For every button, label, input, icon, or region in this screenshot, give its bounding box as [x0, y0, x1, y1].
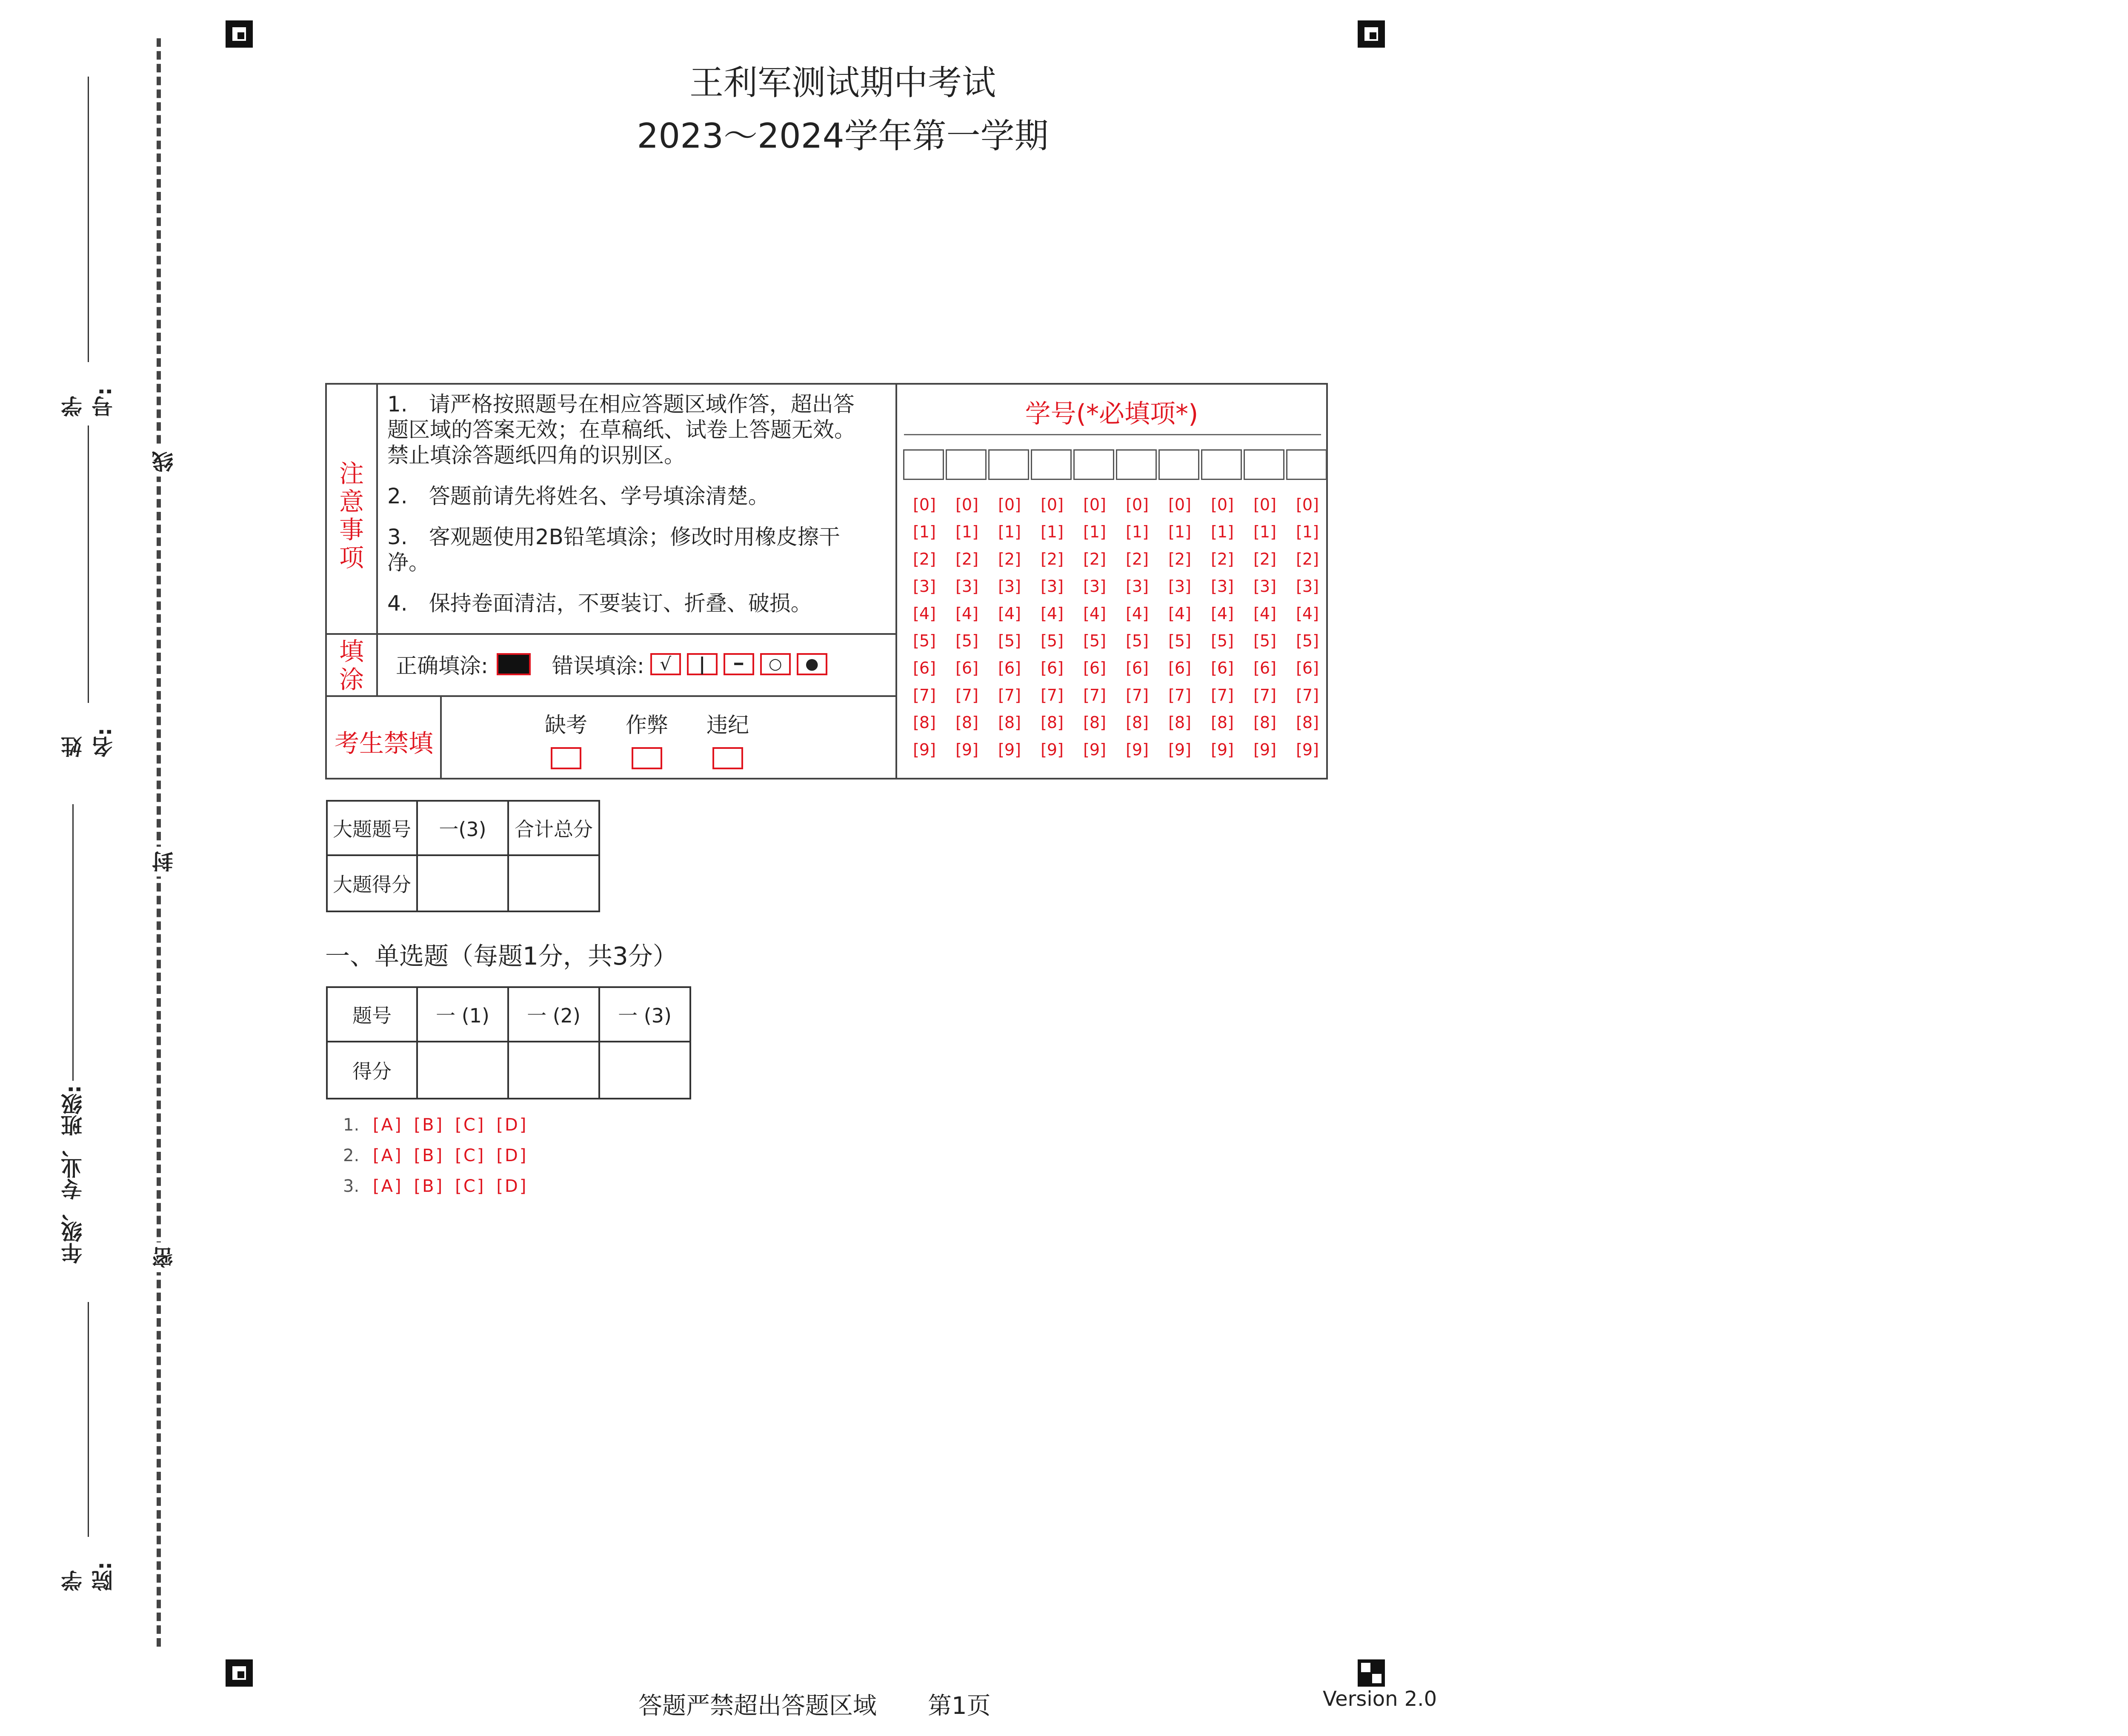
student-id-bubble[interactable]: [5]: [1211, 631, 1234, 650]
side-field-class: [58, 774, 89, 1264]
student-id-bubble[interactable]: [0]: [1041, 495, 1064, 514]
student-id-write-boxes: [903, 449, 1327, 480]
student-id-bubble-row: [903, 709, 1329, 736]
student-id-bubble-row: [903, 573, 1329, 600]
student-id-bubble[interactable]: [3]: [1083, 577, 1106, 596]
forbidden-option-absent[interactable]: [541, 708, 592, 769]
student-id-bubble[interactable]: [3]: [1126, 577, 1149, 596]
student-id-bubble[interactable]: [7]: [1126, 686, 1149, 705]
forbidden-label: 考生禁填: [335, 729, 434, 758]
student-id-bubble[interactable]: [2]: [1083, 550, 1106, 568]
student-id-bubble[interactable]: [3]: [1041, 577, 1064, 596]
side-field-college-label: 学院:: [61, 1562, 116, 1591]
student-id-bubble[interactable]: [6]: [955, 659, 978, 677]
table-cell: 得分: [327, 1042, 417, 1099]
student-id-bubble[interactable]: [4]: [1253, 604, 1276, 623]
student-id-bubble[interactable]: [2]: [998, 550, 1021, 568]
student-id-bubble[interactable]: [7]: [998, 686, 1021, 705]
student-id-bubble[interactable]: [8]: [1253, 713, 1276, 732]
student-id-bubble[interactable]: [2]: [1253, 550, 1276, 568]
student-id-bubble[interactable]: [1]: [1296, 523, 1319, 541]
student-id-bubble[interactable]: [4]: [1168, 604, 1191, 623]
student-id-bubble[interactable]: [4]: [1296, 604, 1319, 623]
student-id-bubble[interactable]: [1]: [1041, 523, 1064, 541]
side-field-student-no-label: 学号:: [61, 387, 116, 417]
notice-label: 注意事项: [339, 459, 364, 572]
student-id-bubble[interactable]: [0]: [1211, 495, 1234, 514]
student-id-bubble[interactable]: [8]: [998, 713, 1021, 732]
student-id-bubble[interactable]: [6]: [1168, 659, 1191, 677]
student-id-bubble[interactable]: [7]: [913, 686, 936, 705]
student-id-bubble[interactable]: [3]: [998, 577, 1021, 596]
student-id-bubble[interactable]: [3]: [1296, 577, 1319, 596]
student-id-bubble[interactable]: [0]: [998, 495, 1021, 514]
student-id-digit-box[interactable]: [1286, 449, 1327, 480]
student-id-bubble[interactable]: [2]: [1126, 550, 1149, 568]
side-field-student-no: [58, 77, 119, 417]
fill-wrong-sample-bar: |: [687, 653, 718, 675]
student-id-bubble[interactable]: [5]: [1041, 631, 1064, 650]
student-id-bubble-row: [903, 627, 1329, 654]
student-id-bubble[interactable]: [9]: [1083, 740, 1106, 759]
question-number: 3.: [343, 1176, 360, 1196]
student-id-digit-box[interactable]: [988, 449, 1029, 480]
student-id-bubble[interactable]: [1]: [913, 523, 936, 541]
student-id-bubble[interactable]: [0]: [1126, 495, 1149, 514]
student-id-bubble[interactable]: [4]: [913, 604, 936, 623]
footer-version: Version 2.0: [1323, 1687, 1437, 1711]
notice-item: 2. 答题前请先将姓名、学号填涂清楚。: [387, 484, 769, 508]
option-bubble-d[interactable]: [D]: [496, 1146, 528, 1165]
student-id-bubble[interactable]: [8]: [1126, 713, 1149, 732]
student-id-bubble[interactable]: [5]: [1296, 631, 1319, 650]
student-id-bubble[interactable]: [6]: [998, 659, 1021, 677]
student-id-bubble[interactable]: [8]: [1211, 713, 1234, 732]
student-id-bubble[interactable]: [7]: [1168, 686, 1191, 705]
student-id-bubble-grid: [903, 491, 1329, 763]
seal-mark-secret: 密: [149, 1242, 180, 1272]
student-id-bubble[interactable]: [9]: [1296, 740, 1319, 759]
student-id-bubble[interactable]: [2]: [1041, 550, 1064, 568]
table-cell: 合计总分: [508, 801, 599, 855]
student-id-bubble[interactable]: [4]: [1083, 604, 1106, 623]
student-id-bubble-row: [903, 545, 1329, 573]
footer-page-number: 第1页: [928, 1692, 991, 1720]
forbidden-option-violation[interactable]: [702, 708, 753, 769]
student-id-bubble-row: [903, 682, 1329, 709]
student-id-bubble[interactable]: [7]: [1253, 686, 1276, 705]
student-id-bubble[interactable]: [2]: [1211, 550, 1234, 568]
side-field-name: [58, 425, 119, 757]
student-id-digit-box[interactable]: [903, 449, 944, 480]
option-bubble-d[interactable]: [D]: [496, 1115, 528, 1135]
table-cell: 一 (1): [417, 987, 508, 1042]
forbidden-option-label: 违纪: [706, 713, 749, 737]
question-row: [343, 1171, 539, 1202]
table-cell: 题号: [327, 987, 417, 1042]
student-id-bubble[interactable]: [5]: [1126, 631, 1149, 650]
option-bubble-d[interactable]: [D]: [496, 1176, 528, 1196]
option-bubble-b[interactable]: [B]: [414, 1176, 444, 1196]
student-id-bubble[interactable]: [0]: [913, 495, 936, 514]
student-id-bubble[interactable]: [8]: [1168, 713, 1191, 732]
table-cell: 大题题号: [327, 801, 417, 855]
fill-wrong-sample-check: √: [650, 653, 681, 675]
fill-instructions: [396, 649, 827, 680]
section1-questions: [343, 1110, 539, 1202]
student-id-bubble[interactable]: [3]: [1211, 577, 1234, 596]
divider-forbidden-col: [440, 695, 442, 779]
student-id-bubble[interactable]: [6]: [1296, 659, 1319, 677]
forbidden-option-cheat[interactable]: [621, 708, 672, 769]
table-row: [327, 801, 599, 855]
student-id-bubble[interactable]: [8]: [1041, 713, 1064, 732]
notice-item: 1. 请严格按照题号在相应答题区域作答，超出答题区域的答案无效；在草稿纸、试卷上答题无效。禁止填涂答题纸四角的识别区。: [387, 392, 855, 468]
student-id-digit-box[interactable]: [946, 449, 987, 480]
side-field-name-label: 姓名:: [61, 728, 116, 757]
student-id-bubble[interactable]: [7]: [1083, 686, 1106, 705]
table-row: [327, 987, 690, 1042]
seal-mark-line: 线: [149, 447, 180, 477]
student-id-bubble[interactable]: [9]: [913, 740, 936, 759]
student-id-bubble-row: [903, 736, 1329, 763]
table-cell[interactable]: [508, 1042, 599, 1099]
fill-correct-sample: [497, 653, 531, 675]
student-id-bubble[interactable]: [3]: [1168, 577, 1191, 596]
student-id-bubble[interactable]: [3]: [955, 577, 978, 596]
question-number: 2.: [343, 1146, 360, 1165]
table-cell: 一(3): [417, 801, 508, 855]
student-id-bubble[interactable]: [9]: [1041, 740, 1064, 759]
student-id-bubble[interactable]: [9]: [955, 740, 978, 759]
fill-wrong-sample-dot: ●: [797, 653, 827, 675]
student-id-bubble-row: [903, 491, 1329, 518]
exam-title: 王利军测试期中考试: [689, 63, 996, 103]
student-id-bubble[interactable]: [1]: [1253, 523, 1276, 541]
student-id-bubble[interactable]: [2]: [955, 550, 978, 568]
student-id-bubble[interactable]: [0]: [1083, 495, 1106, 514]
student-id-bubble-row: [903, 600, 1329, 627]
divider-fill-bottom: [325, 695, 896, 697]
option-bubble-a[interactable]: [A]: [373, 1146, 403, 1165]
option-bubble-a[interactable]: [A]: [373, 1176, 403, 1196]
student-id-bubble[interactable]: [0]: [955, 495, 978, 514]
fill-label: 填涂: [339, 637, 364, 694]
student-id-bubble[interactable]: [1]: [998, 523, 1021, 541]
option-bubble-b[interactable]: [B]: [414, 1115, 444, 1135]
student-id-digit-box[interactable]: [1201, 449, 1242, 480]
student-id-bubble[interactable]: [7]: [955, 686, 978, 705]
student-id-bubble[interactable]: [0]: [1296, 495, 1319, 514]
corner-marker-top-left: [226, 20, 253, 48]
student-id-bubble[interactable]: [2]: [913, 550, 936, 568]
seal-dashed-line: [157, 38, 161, 1647]
student-id-bubble[interactable]: [9]: [1253, 740, 1276, 759]
fill-wrong-sample-dash: ━: [724, 653, 754, 675]
student-id-bubble[interactable]: [4]: [998, 604, 1021, 623]
student-id-bubble[interactable]: [2]: [1168, 550, 1191, 568]
student-id-bubble[interactable]: [1]: [955, 523, 978, 541]
table-cell[interactable]: [417, 1042, 508, 1099]
score-summary-table: [326, 800, 600, 912]
student-id-title-rule: [904, 434, 1321, 435]
fill-correct-label: 正确填涂:: [396, 654, 488, 678]
section1-score-table: [326, 986, 691, 1099]
student-id-bubble[interactable]: [8]: [955, 713, 978, 732]
student-id-bubble[interactable]: [8]: [913, 713, 936, 732]
student-id-bubble[interactable]: [8]: [1083, 713, 1106, 732]
student-id-bubble[interactable]: [9]: [1211, 740, 1234, 759]
forbidden-option-box[interactable]: [551, 747, 581, 769]
student-id-bubble[interactable]: [8]: [1296, 713, 1319, 732]
question-row: [343, 1110, 539, 1140]
student-id-bubble[interactable]: [5]: [1253, 631, 1276, 650]
divider-vertical-main: [895, 383, 897, 779]
student-id-bubble[interactable]: [6]: [1041, 659, 1064, 677]
student-id-bubble[interactable]: [6]: [1083, 659, 1106, 677]
student-id-bubble[interactable]: [5]: [998, 631, 1021, 650]
student-id-digit-box[interactable]: [1158, 449, 1199, 480]
student-id-bubble[interactable]: [5]: [1083, 631, 1106, 650]
student-id-bubble[interactable]: [5]: [955, 631, 978, 650]
student-id-bubble[interactable]: [1]: [1126, 523, 1149, 541]
notice-list: [387, 391, 860, 616]
table-cell[interactable]: [417, 855, 508, 911]
student-id-bubble[interactable]: [5]: [913, 631, 936, 650]
student-id-bubble[interactable]: [6]: [1126, 659, 1149, 677]
divider-label-col: [376, 383, 378, 696]
student-id-bubble[interactable]: [4]: [1126, 604, 1149, 623]
student-id-bubble[interactable]: [3]: [913, 577, 936, 596]
student-id-bubble[interactable]: [5]: [1168, 631, 1191, 650]
question-number: 1.: [343, 1115, 360, 1135]
student-id-digit-box[interactable]: [1073, 449, 1114, 480]
forbidden-options: [541, 708, 753, 769]
forbidden-option-box[interactable]: [632, 747, 662, 769]
option-bubble-b[interactable]: [B]: [414, 1146, 444, 1165]
student-id-bubble[interactable]: [7]: [1041, 686, 1064, 705]
student-id-bubble[interactable]: [3]: [1253, 577, 1276, 596]
footer-warning: 答题严禁超出答题区域: [638, 1692, 877, 1720]
notice-item: 4. 保持卷面清洁，不要装订、折叠、破损。: [387, 591, 812, 616]
option-bubble-c[interactable]: [C]: [455, 1115, 486, 1135]
student-id-bubble[interactable]: [9]: [1126, 740, 1149, 759]
exam-subtitle: 2023～2024学年第一学期: [637, 116, 1049, 156]
fill-wrong-label: 错误填涂:: [552, 654, 644, 678]
student-id-bubble[interactable]: [7]: [1211, 686, 1234, 705]
table-row: [327, 1042, 690, 1099]
table-cell: 大题得分: [327, 855, 417, 911]
student-id-bubble-row: [903, 654, 1329, 682]
student-id-bubble[interactable]: [2]: [1296, 550, 1319, 568]
student-id-bubble[interactable]: [4]: [955, 604, 978, 623]
student-id-bubble[interactable]: [6]: [1253, 659, 1276, 677]
student-id-digit-box[interactable]: [1031, 449, 1072, 480]
student-id-digit-box[interactable]: [1116, 449, 1157, 480]
student-id-bubble[interactable]: [9]: [998, 740, 1021, 759]
student-id-bubble[interactable]: [6]: [913, 659, 936, 677]
student-id-bubble[interactable]: [1]: [1083, 523, 1106, 541]
side-field-college: [58, 1302, 119, 1591]
option-bubble-c[interactable]: [C]: [455, 1176, 486, 1196]
table-cell: 一 (3): [599, 987, 690, 1042]
student-id-bubble-row: [903, 518, 1329, 545]
corner-marker-top-center: [1358, 20, 1385, 48]
seal-mark-seal: 封: [149, 847, 180, 877]
student-id-bubble[interactable]: [1]: [1168, 523, 1191, 541]
table-cell: 一 (2): [508, 987, 599, 1042]
student-id-bubble[interactable]: [9]: [1168, 740, 1191, 759]
student-id-digit-box[interactable]: [1244, 449, 1284, 480]
forbidden-option-box[interactable]: [712, 747, 743, 769]
table-cell[interactable]: [599, 1042, 690, 1099]
student-id-bubble[interactable]: [4]: [1211, 604, 1234, 623]
student-id-bubble[interactable]: [0]: [1168, 495, 1191, 514]
student-id-bubble[interactable]: [4]: [1041, 604, 1064, 623]
student-id-bubble[interactable]: [7]: [1296, 686, 1319, 705]
student-id-bubble[interactable]: [6]: [1211, 659, 1234, 677]
table-cell[interactable]: [508, 855, 599, 911]
section1-title: 一、单选题（每题1分，共3分）: [325, 942, 678, 971]
student-id-title: 学号(*必填项*): [1025, 399, 1198, 429]
side-field-class-label: 年级、专业、班级:: [61, 1085, 86, 1264]
divider-notice-bottom: [325, 633, 896, 635]
question-row: [343, 1140, 539, 1171]
fill-wrong-sample-circle: ○: [760, 653, 791, 675]
table-row: [327, 855, 599, 911]
notice-item: 3. 客观题使用2B铅笔填涂；修改时用橡皮擦干净。: [387, 525, 840, 575]
option-bubble-a[interactable]: [A]: [373, 1115, 403, 1135]
option-bubble-c[interactable]: [C]: [455, 1146, 486, 1165]
student-id-bubble[interactable]: [1]: [1211, 523, 1234, 541]
student-id-bubble[interactable]: [0]: [1253, 495, 1276, 514]
corner-marker-bottom-center: [1358, 1659, 1385, 1687]
corner-marker-bottom-left: [226, 1659, 253, 1687]
forbidden-option-label: 缺考: [545, 713, 587, 737]
forbidden-option-label: 作弊: [626, 713, 668, 737]
